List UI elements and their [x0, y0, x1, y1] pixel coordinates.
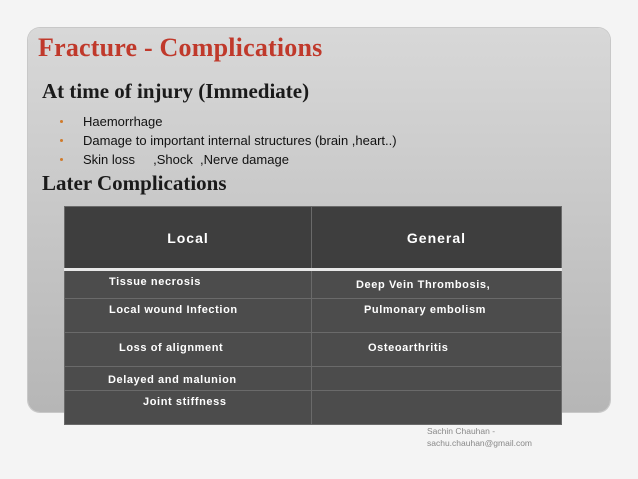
bullet-icon — [60, 120, 63, 123]
cell-general: Deep Vein Thrombosis, — [312, 270, 562, 299]
table-row — [65, 391, 562, 425]
footer-credit — [427, 425, 532, 449]
table-row — [65, 270, 562, 299]
footer-email: sachu.chauhan@gmail.com — [427, 438, 533, 448]
bullet-icon — [60, 158, 63, 161]
cell-local: Joint stiffness — [65, 391, 312, 425]
cell-general: Pulmonary embolism — [312, 299, 562, 333]
table-row — [65, 333, 562, 367]
cell-local: Loss of alignment — [65, 333, 312, 367]
table-row — [65, 367, 562, 391]
table-header-row — [65, 207, 562, 270]
bullet-icon — [60, 139, 63, 142]
table-row — [65, 299, 562, 333]
immediate-heading: At time of injury (Immediate) — [42, 79, 310, 103]
cell-local: Tissue necrosis — [65, 270, 312, 299]
later-heading: Later Complications — [42, 171, 227, 195]
cell-general — [312, 367, 562, 391]
slide-title: Fracture - Complications — [38, 33, 323, 62]
cell-general: Osteoarthritis — [312, 333, 562, 367]
header-local: Local — [65, 207, 312, 270]
complications-table — [64, 206, 562, 425]
cell-local: Delayed and malunion — [65, 367, 312, 391]
header-general: General — [312, 207, 562, 270]
footer-author: Sachin Chauhan - — [427, 426, 496, 436]
cell-general — [312, 391, 562, 425]
cell-local: Local wound Infection — [65, 299, 312, 333]
